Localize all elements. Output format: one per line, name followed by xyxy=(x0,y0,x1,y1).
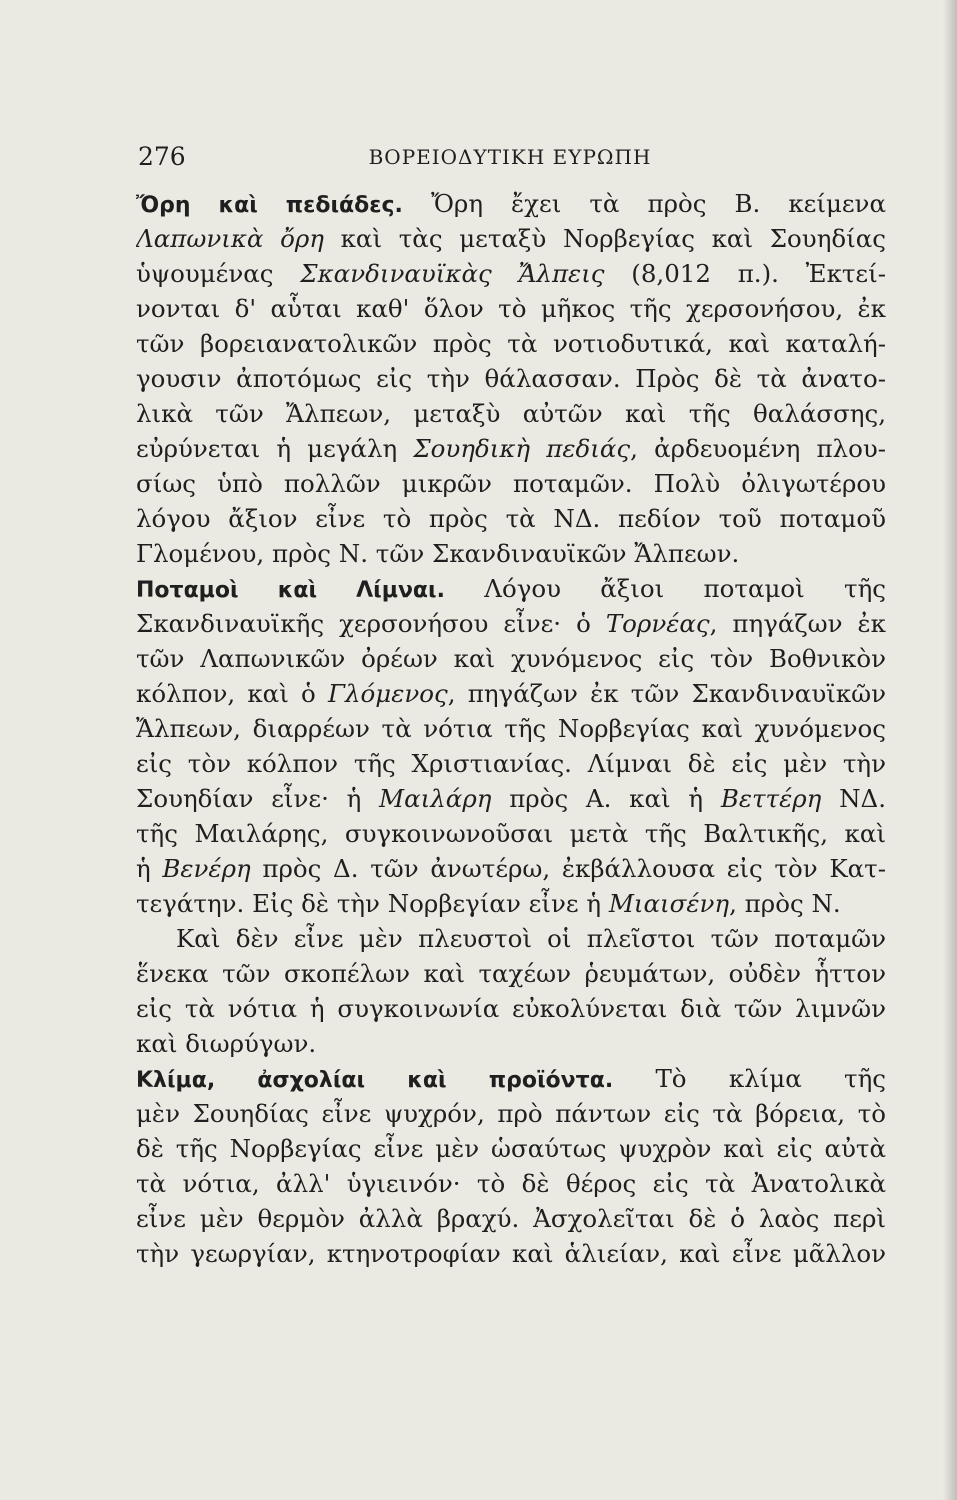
text-run: ἕνεκα τῶν σκοπέλων καὶ ταχέων ῥευμάτων, οὐδὲν ἧττον xyxy=(136,959,886,988)
italic-term: Σκανδιναυϊκὰς Ἄλπεις xyxy=(300,259,605,288)
text-run: τῆς Μαιλάρης, συγκοινωνοῦσαι μετὰ τῆς Βαλτικῆς, καὶ xyxy=(136,819,886,848)
text-line xyxy=(136,641,886,676)
text-line xyxy=(136,466,886,501)
text-run: γουσιν ἀποτόμως εἰς τὴν θάλασσαν. Πρὸς δὲ τὰ ἀνατο- xyxy=(136,364,886,393)
text-run: καὶ τὰς μεταξὺ Νορβεγίας καὶ Σουηδίας xyxy=(323,224,886,253)
text-line xyxy=(136,886,886,921)
text-run: Γλομένου, πρὸς Ν. τῶν Σκανδιναυϊκῶν Ἄλπεων. xyxy=(136,539,740,568)
section-heading: Κλίμα, ἀσχολίαι καὶ προϊόντα. xyxy=(136,1068,614,1093)
text-run: Τὸ κλίμα τῆς xyxy=(613,1064,886,1093)
text-run: ὑψουμένας xyxy=(136,259,301,288)
text-line xyxy=(136,1096,886,1131)
text-line xyxy=(136,606,886,641)
text-line xyxy=(136,396,886,431)
text-run: Σκανδιναυϊκῆς χερσονήσου εἶνε· ὁ xyxy=(136,609,606,638)
text-run: σίως ὑπὸ πολλῶν μικρῶν ποταμῶν. Πολὺ ὀλιγωτέρου xyxy=(136,469,886,498)
text-run: πρὸς Α. καὶ ἡ xyxy=(491,784,721,813)
text-run: τεγάτην. Εἰς δὲ τὴν Νορβεγίαν εἶνε ἡ xyxy=(136,889,609,918)
text-line xyxy=(136,501,886,536)
italic-term: Σουηδικὴ πεδιάς xyxy=(413,434,631,463)
text-run: τὴν γεωργίαν, κτηνοτροφίαν καὶ ἁλιείαν, καὶ εἶνε μᾶλλον xyxy=(136,1239,886,1268)
text-line xyxy=(136,1201,886,1236)
text-run: ΝΔ. xyxy=(821,784,886,813)
italic-term: Μαιλάρη xyxy=(379,784,492,813)
text-run: καὶ διωρύγων. xyxy=(136,1029,317,1058)
page-header xyxy=(138,142,882,176)
text-line xyxy=(136,956,886,991)
paragraph xyxy=(136,186,886,571)
text-run: εἰς τὸν κόλπον τῆς Χριστιανίας. Λίμναι δὲ εἰς μὲν τὴν xyxy=(136,749,886,778)
text-line xyxy=(136,746,886,781)
section-heading: Ποταμοὶ καὶ Λίμναι. xyxy=(136,578,445,603)
text-run: εἰς τὰ νότια ἡ συγκοινωνία εὐκολύνεται διὰ τῶν λιμνῶν xyxy=(136,994,886,1023)
italic-term: Βεττέρη xyxy=(720,784,822,813)
text-line xyxy=(136,256,886,291)
page-edge-shadow xyxy=(943,0,957,1500)
text-line xyxy=(136,361,886,396)
text-run: λικὰ τῶν Ἄλπεων, μεταξὺ αὐτῶν καὶ τῆς θαλάσσης, xyxy=(136,399,886,428)
text-line xyxy=(136,781,886,816)
text-line xyxy=(136,1026,886,1061)
text-line xyxy=(136,536,886,571)
text-run: , πρὸς Ν. xyxy=(729,889,841,918)
text-run: Λόγου ἄξιοι ποταμοὶ τῆς xyxy=(444,574,886,603)
text-line xyxy=(136,991,886,1026)
text-run: (8,012 π.). Ἐκτεί- xyxy=(604,259,886,288)
text-line xyxy=(136,1131,886,1166)
text-run: , ἀρδευομένη πλου- xyxy=(630,434,886,463)
text-line xyxy=(136,1166,886,1201)
text-run: , πηγάζων ἐκ xyxy=(709,609,886,638)
text-run: εἶνε μὲν θερμὸν ἀλλὰ βραχύ. Ἀσχολεῖται δὲ ὁ λαὸς περὶ xyxy=(136,1204,886,1233)
text-run: Καὶ δὲν εἶνε μὲν πλευστοὶ οἱ πλεῖστοι τῶν ποταμῶν xyxy=(176,924,886,953)
text-run: τὰ νότια, ἀλλ' ὑγιεινόν· τὸ δὲ θέρος εἰς τὰ Ἀνατολικὰ xyxy=(136,1169,886,1198)
text-line xyxy=(136,326,886,361)
italic-term: Γλόμενος xyxy=(328,679,448,708)
text-line xyxy=(136,571,886,606)
text-line xyxy=(136,921,886,956)
text-run: μὲν Σουηδίας εἶνε ψυχρόν, πρὸ πάντων εἰς τὰ βόρεια, τὸ xyxy=(136,1099,886,1128)
text-run: κόλπον, καὶ ὁ xyxy=(136,679,329,708)
text-line xyxy=(136,431,886,466)
text-run: Ὄρη ἔχει τὰ πρὸς Β. κείμενα xyxy=(402,189,886,218)
section-heading: Ὄρη καὶ πεδιάδες. xyxy=(136,193,403,218)
text-line xyxy=(136,676,886,711)
running-title: ΒΟΡΕΙΟΔΥΤΙΚΗ ΕΥΡΩΠΗ xyxy=(368,145,652,169)
text-run: νονται δ' αὗται καθ' ὅλον τὸ μῆκος τῆς χερσονήσου, ἐκ xyxy=(136,294,886,323)
paragraph xyxy=(136,921,886,1061)
text-run: εὐρύνεται ἡ μεγάλη xyxy=(136,434,414,463)
italic-term: Λαπωνικὰ ὄρη xyxy=(136,224,324,253)
text-run: πρὸς Δ. τῶν ἀνωτέρω, ἐκβάλλουσα εἰς τὸν Κατ- xyxy=(250,854,886,883)
text-line xyxy=(136,1061,886,1096)
text-line xyxy=(136,186,886,221)
text-run: λόγου ἄξιον εἶνε τὸ πρὸς τὰ ΝΔ. πεδίον τοῦ ποταμοῦ xyxy=(136,504,886,533)
italic-term: Τορνέας xyxy=(605,609,710,638)
italic-term: Μιαισένη xyxy=(608,889,730,918)
text-line xyxy=(136,851,886,886)
text-line xyxy=(136,221,886,256)
text-run: , πηγάζων ἐκ τῶν Σκανδιναυϊκῶν xyxy=(447,679,886,708)
text-run: τῶν Λαπωνικῶν ὀρέων καὶ χυνόμενος εἰς τὸν Βοθνικὸν xyxy=(136,644,886,673)
text-run: ἡ xyxy=(136,854,163,883)
text-line xyxy=(136,1236,886,1271)
text-line xyxy=(136,711,886,746)
text-run: Σουηδίαν εἶνε· ἡ xyxy=(136,784,380,813)
text-run: τῶν βορειανατολικῶν πρὸς τὰ νοτιοδυτικά, καὶ καταλή- xyxy=(136,329,886,358)
italic-term: Βενέρη xyxy=(162,854,251,883)
paragraph xyxy=(136,571,886,921)
page-number: 276 xyxy=(138,142,186,171)
paragraph xyxy=(136,1061,886,1271)
text-line xyxy=(136,291,886,326)
text-run: δὲ τῆς Νορβεγίας εἶνε μὲν ὡσαύτως ψυχρὸν καὶ εἰς αὐτὰ xyxy=(136,1134,886,1163)
body-text xyxy=(136,186,886,1271)
text-line xyxy=(136,816,886,851)
text-run: Ἄλπεων, διαρρέων τὰ νότια τῆς Νορβεγίας καὶ χυνόμενος xyxy=(136,714,886,743)
